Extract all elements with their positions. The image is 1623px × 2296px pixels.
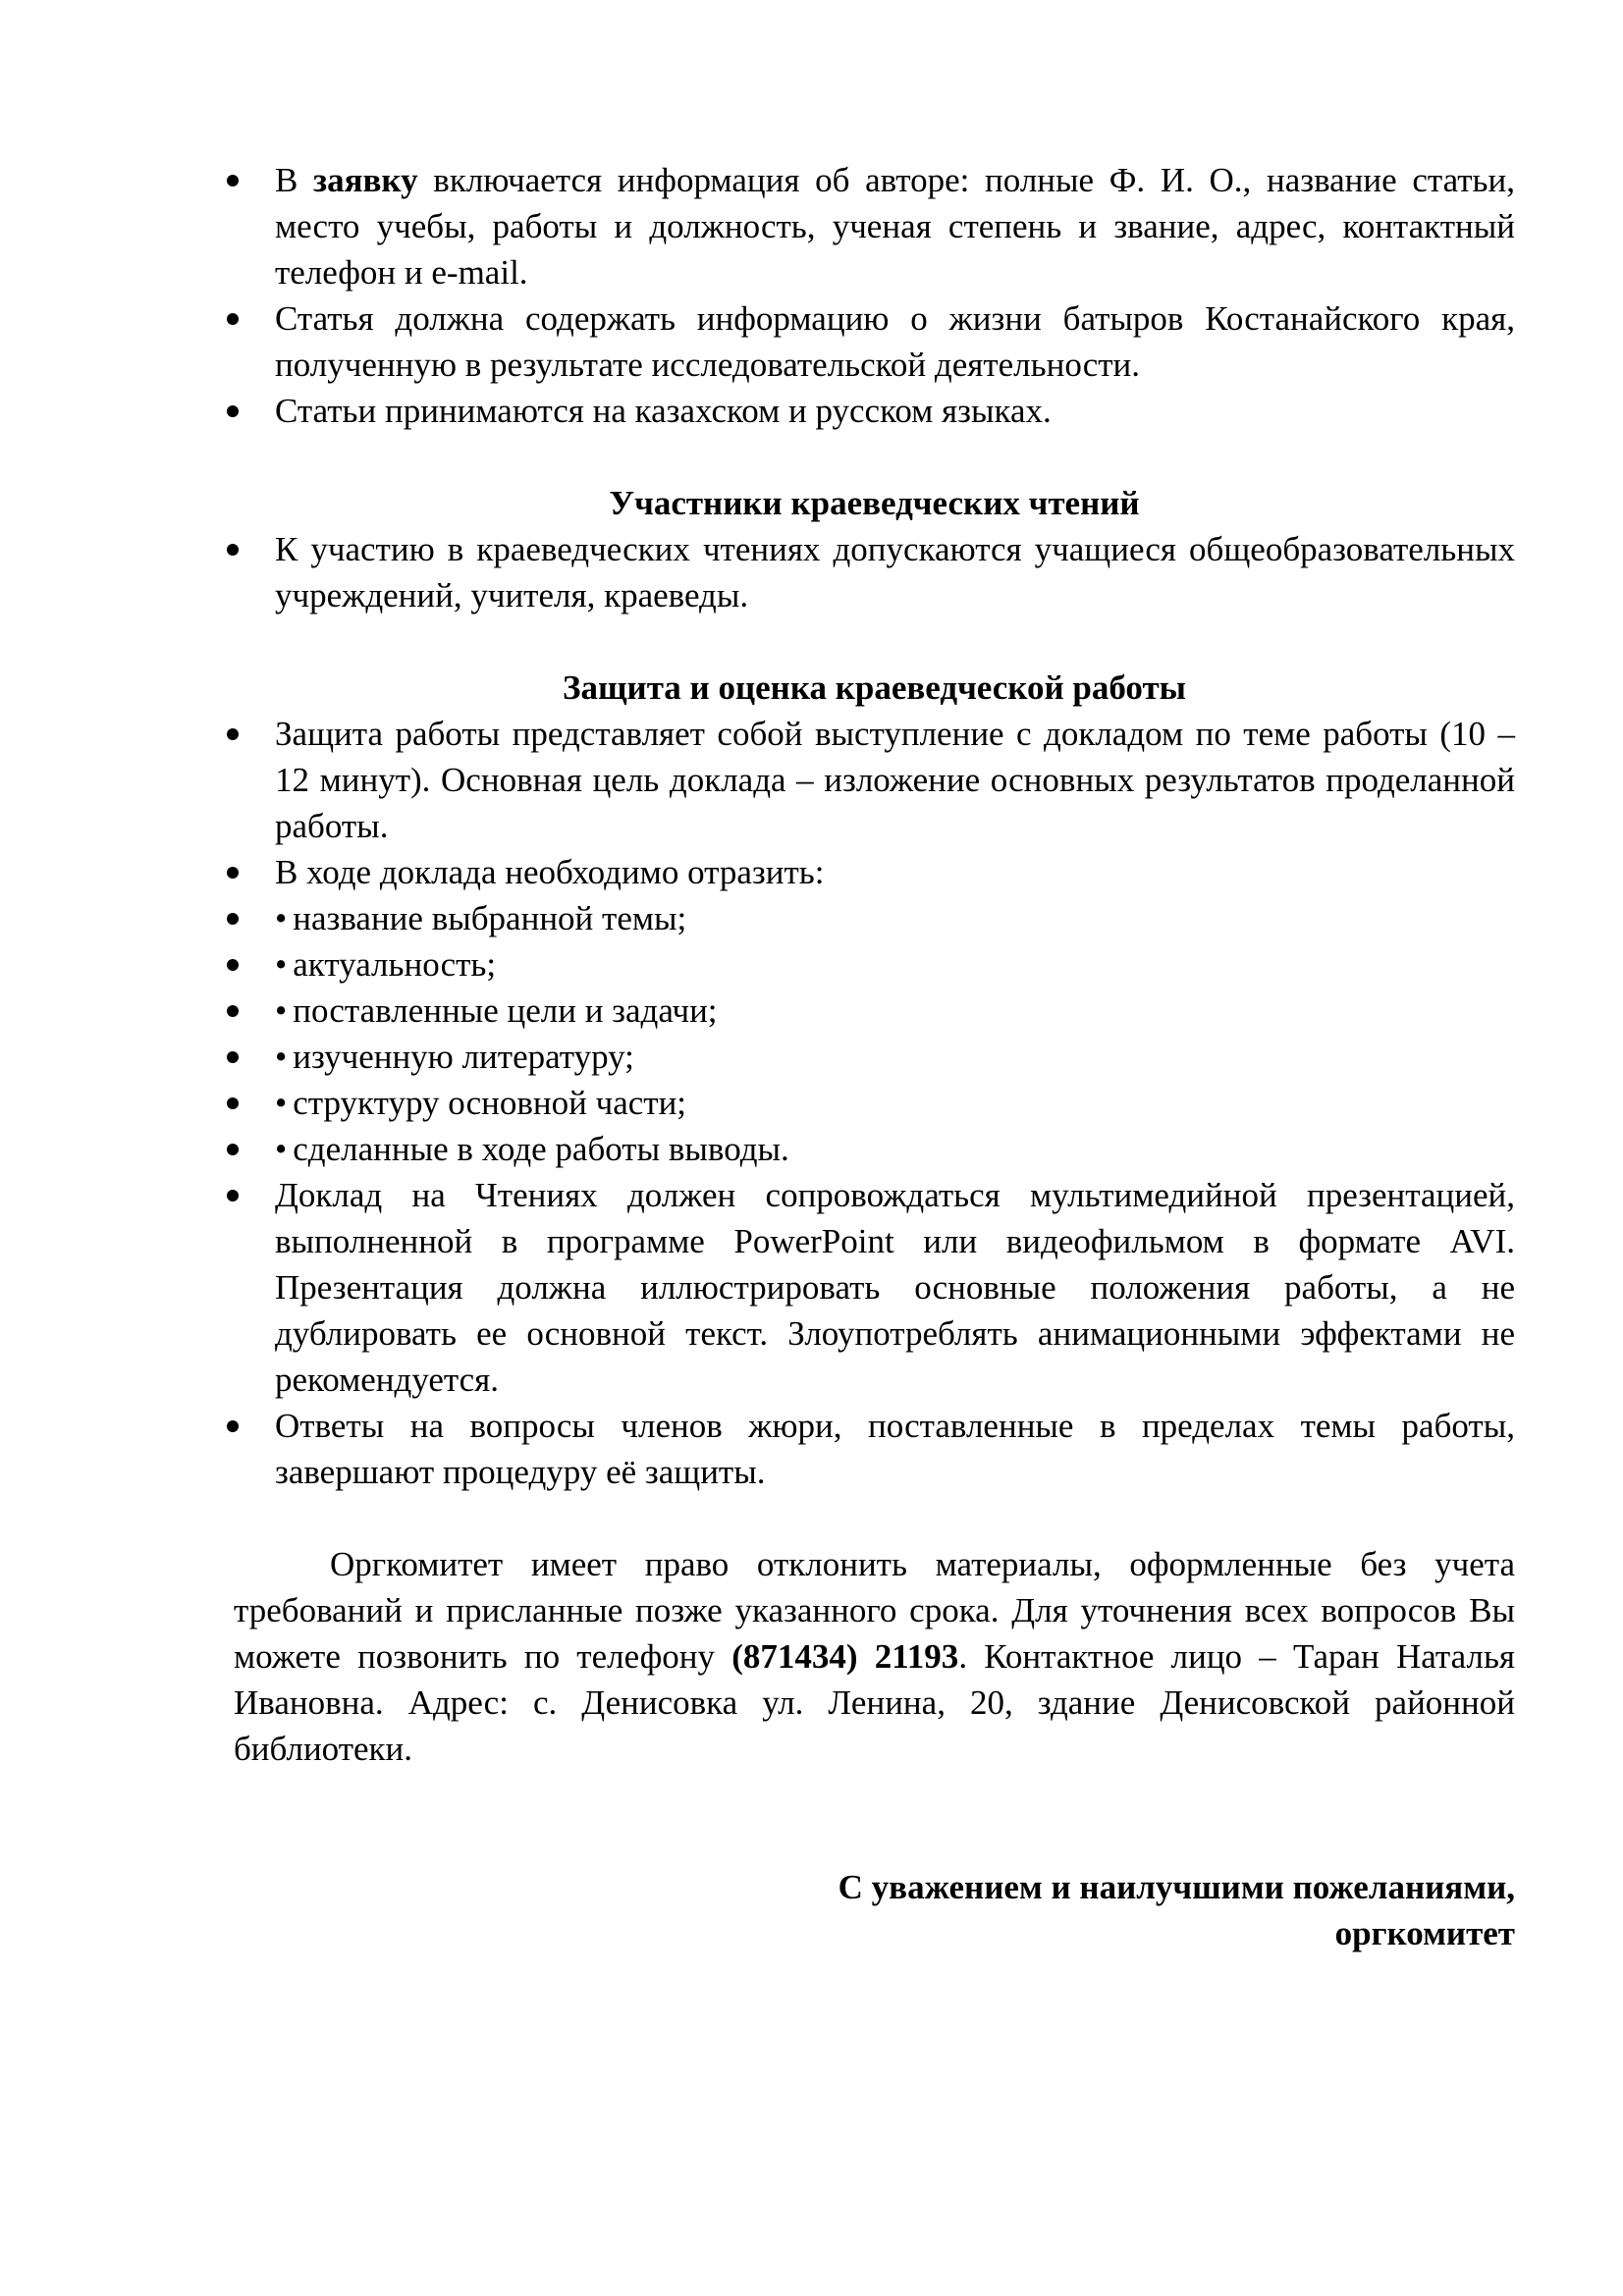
bullet-icon — [227, 959, 239, 971]
inner-bullet-icon: • — [275, 899, 288, 937]
bullet-icon — [227, 405, 239, 417]
contact-phone: (871434) 21193 — [731, 1637, 959, 1676]
bullet-icon — [227, 1420, 239, 1432]
defense-subitem: поставленные цели и задачи; — [293, 991, 718, 1030]
defense-item-4: Ответы на вопросы членов жюри, поставленные в пределах темы работы, завершают процедуру её защиты. — [275, 1407, 1515, 1491]
signature-line-1: С уважением и наилучшими пожеланиями, — [838, 1868, 1515, 1906]
inner-bullet-icon: • — [275, 991, 288, 1030]
closing-paragraph — [234, 1541, 1515, 1772]
list-item — [234, 157, 1515, 295]
bullet-icon — [227, 728, 239, 740]
bullet-icon — [227, 313, 239, 325]
list-item — [234, 295, 1515, 388]
defense-subitem: изученную литературу; — [293, 1038, 634, 1076]
list-item — [234, 1034, 1515, 1080]
requirement-item-3: Статьи принимаются на казахском и русском языках. — [275, 392, 1052, 430]
inner-bullet-icon: • — [275, 945, 288, 984]
list-item — [234, 895, 1515, 941]
bullet-icon — [227, 1005, 239, 1017]
defense-list — [234, 711, 1515, 1495]
bullet-icon — [227, 1144, 239, 1155]
defense-subitem: сделанные в ходе работы выводы. — [293, 1130, 789, 1168]
defense-subitem: актуальность; — [293, 945, 497, 984]
list-item — [234, 941, 1515, 988]
bullet-icon — [227, 544, 239, 556]
inner-bullet-icon: • — [275, 1084, 288, 1122]
bullet-icon — [227, 867, 239, 879]
list-item — [234, 1172, 1515, 1403]
requirement-item-1-pre: В — [275, 161, 314, 199]
bullet-icon — [227, 913, 239, 925]
list-item — [234, 988, 1515, 1034]
list-item — [234, 388, 1515, 434]
list-item — [234, 1126, 1515, 1172]
participants-item-1: К участию в краеведческих чтениях допускаются учащиеся общеобразовательных учреждений, учителя, краеведы. — [275, 530, 1515, 614]
requirement-item-1-post: включается информация об авторе: полные Ф. И. О., название статьи, место учебы, работы и должность, ученая степень и звание, адрес, контактный телефон и e-mail. — [275, 161, 1515, 292]
inner-bullet-icon: • — [275, 1130, 288, 1168]
requirement-item-2: Статья должна содержать информацию о жизни батыров Костанайского края, полученную в результате исследовательской деятельности. — [275, 299, 1515, 384]
requirement-item-1-bold: заявку — [313, 161, 418, 199]
participants-heading: Участники краеведческих чтений — [609, 484, 1140, 522]
requirements-list — [234, 157, 1515, 434]
bullet-icon — [227, 1097, 239, 1109]
list-item — [234, 711, 1515, 849]
document-body — [234, 157, 1515, 1956]
closing-text-post: . Контактное лицо – Таран Наталья Ивановна. Адрес: с. Денисовка ул. Ленина, 20, здание Денисовской районной библиотеки. — [234, 1637, 1515, 1768]
list-item — [234, 1403, 1515, 1495]
defense-subitem: структуру основной части; — [293, 1084, 687, 1122]
bullet-icon — [227, 1190, 239, 1201]
defense-item-3: Доклад на Чтениях должен сопровождаться мультимедийной презентацией, выполненной в программе PowerPoint или видеофильмом в формате AVI. Презентация должна иллюстрировать основные положения работы, а не дублировать ее основной текст. Злоупотреблять анимационными эффектами не рекомендуется. — [275, 1176, 1515, 1399]
bullet-icon — [227, 175, 239, 187]
defense-item-1: Защита работы представляет собой выступление с докладом по теме работы (10 – 12 минут). Основная цель доклада – изложение основных результатов проделанной работы. — [275, 715, 1515, 845]
closing-text-pre: Оргкомитет имеет право отклонить материалы, оформленные без учета требований и присланные позже указанного срока. Для уточнения всех вопросов Вы можете позвонить по телефону — [234, 1545, 1515, 1676]
defense-subitem: название выбранной темы; — [293, 899, 687, 937]
inner-bullet-icon: • — [275, 1038, 288, 1076]
participants-list — [234, 526, 1515, 618]
bullet-icon — [227, 1051, 239, 1063]
defense-item-2: В ходе доклада необходимо отразить: — [275, 853, 825, 891]
signature-line-2: оргкомитет — [1334, 1914, 1515, 1952]
list-item — [234, 849, 1515, 895]
defense-heading: Защита и оценка краеведческой работы — [563, 668, 1186, 707]
list-item — [234, 1080, 1515, 1126]
list-item — [234, 526, 1515, 618]
